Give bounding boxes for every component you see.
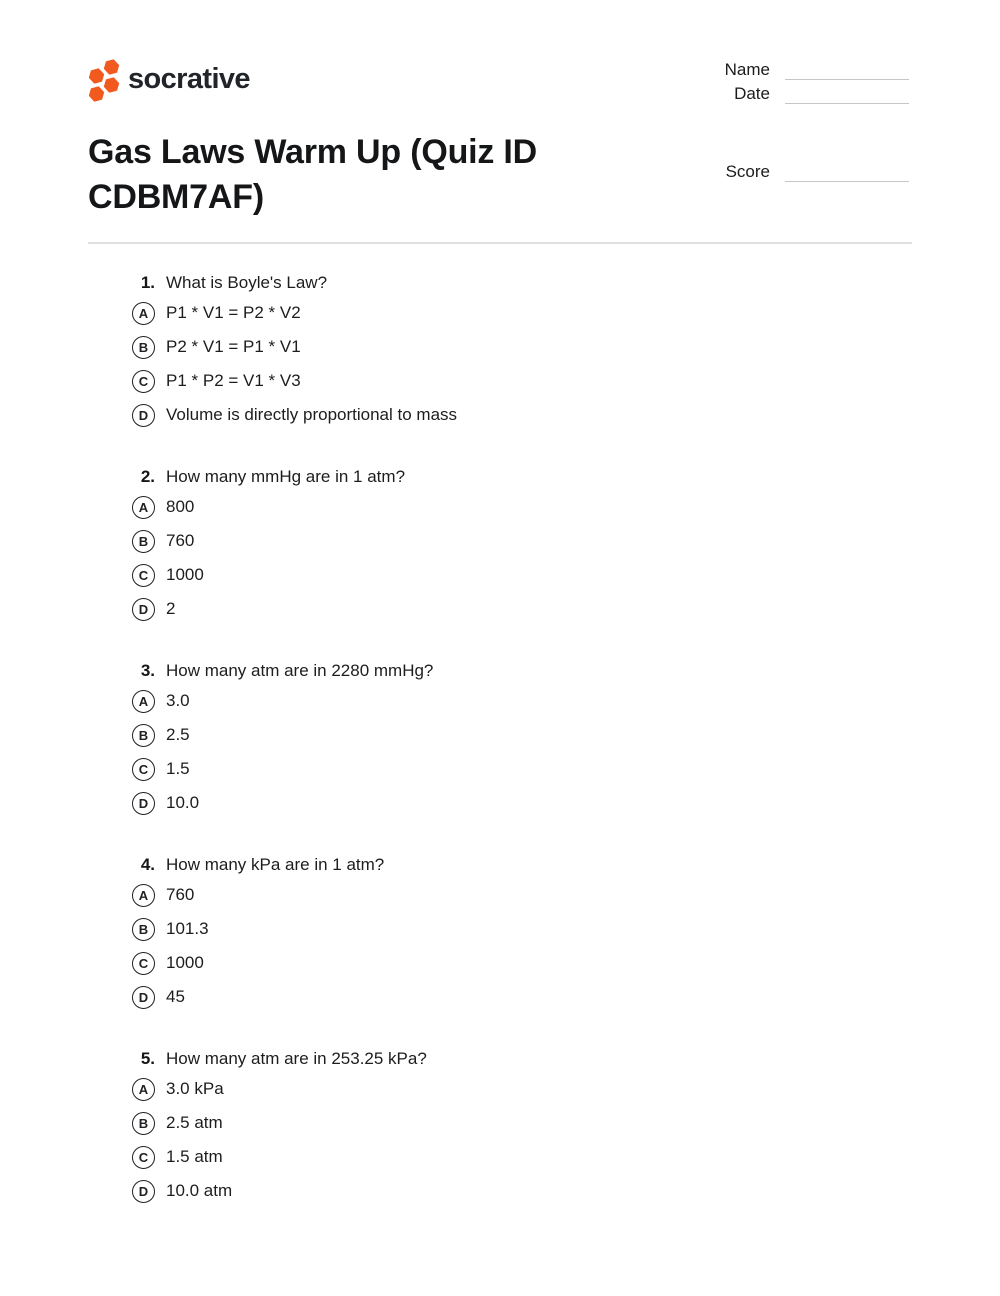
- option-row: [132, 916, 912, 942]
- option-row: [132, 334, 912, 360]
- option-row: [132, 984, 912, 1010]
- option-bubble[interactable]: [132, 598, 155, 621]
- option-letter: B: [138, 1115, 149, 1131]
- question-block: [88, 854, 912, 1010]
- option-letter: C: [138, 373, 149, 389]
- question-block: [88, 466, 912, 622]
- option-letter: A: [138, 499, 149, 515]
- option-letter: B: [138, 727, 149, 743]
- option-row: [132, 300, 912, 326]
- score-blank-line[interactable]: [785, 164, 909, 182]
- question-text: How many atm are in 253.25 kPa?: [166, 1049, 427, 1068]
- question-text: How many mmHg are in 1 atm?: [166, 467, 406, 486]
- header-divider: [88, 242, 912, 244]
- option-row: [132, 950, 912, 976]
- option-row: [132, 722, 912, 748]
- option-text: 101.3: [166, 919, 209, 938]
- option-text: 800: [166, 497, 195, 516]
- question-title-row: [88, 1048, 912, 1070]
- hexagon-icon: [87, 84, 106, 104]
- option-bubble[interactable]: [132, 1180, 155, 1203]
- option-text: 1000: [166, 565, 204, 584]
- option-letter: D: [138, 989, 149, 1005]
- option-bubble[interactable]: [132, 792, 155, 815]
- option-letter: A: [138, 693, 149, 709]
- option-text: P1 * P2 = V1 * V3: [166, 371, 301, 390]
- option-text: 760: [166, 531, 195, 550]
- option-row: [132, 882, 912, 908]
- option-row: [132, 528, 912, 554]
- option-row: [132, 756, 912, 782]
- name-label: Name: [724, 60, 770, 79]
- hexagon-icon: [87, 66, 106, 86]
- option-row: [132, 1178, 912, 1204]
- option-text: 1000: [166, 953, 204, 972]
- question-number: 1.: [140, 273, 155, 292]
- option-bubble[interactable]: [132, 1078, 155, 1101]
- page-title: Gas Laws Warm Up (Quiz ID CDBM7AF): [88, 133, 538, 216]
- option-bubble[interactable]: [132, 884, 155, 907]
- score-field-row: [700, 162, 909, 182]
- option-row: [132, 1076, 912, 1102]
- question-block: [88, 660, 912, 816]
- date-field-row: [700, 84, 909, 104]
- option-letter: A: [138, 887, 149, 903]
- question-title-row: [88, 466, 912, 488]
- option-text: 3.0 kPa: [166, 1079, 224, 1098]
- hexagon-icon: [102, 75, 121, 95]
- option-letter: C: [138, 761, 149, 777]
- option-row: [132, 596, 912, 622]
- question-text: How many atm are in 2280 mmHg?: [166, 661, 434, 680]
- name-blank-line[interactable]: [785, 62, 909, 80]
- option-bubble[interactable]: [132, 690, 155, 713]
- question-block: [88, 272, 912, 428]
- option-text: 10.0 atm: [166, 1181, 233, 1200]
- brand-logo: [88, 58, 268, 102]
- option-bubble[interactable]: [132, 952, 155, 975]
- question-title-row: [88, 660, 912, 682]
- option-row: [132, 1144, 912, 1170]
- option-row: [132, 688, 912, 714]
- option-letter: C: [138, 1149, 149, 1165]
- option-list: [88, 494, 912, 622]
- question-text: How many kPa are in 1 atm?: [166, 855, 385, 874]
- option-letter: A: [138, 1081, 149, 1097]
- option-bubble[interactable]: [132, 496, 155, 519]
- option-bubble[interactable]: [132, 302, 155, 325]
- option-list: [88, 300, 912, 428]
- option-bubble[interactable]: [132, 758, 155, 781]
- option-row: [132, 1110, 912, 1136]
- question-title-row: [88, 272, 912, 294]
- option-row: [132, 562, 912, 588]
- option-bubble[interactable]: [132, 530, 155, 553]
- option-letter: D: [138, 1183, 149, 1199]
- option-letter: C: [138, 567, 149, 583]
- score-label: Score: [725, 162, 770, 181]
- option-bubble[interactable]: [132, 564, 155, 587]
- question-number: 3.: [140, 661, 155, 680]
- option-letter: B: [138, 921, 149, 937]
- option-text: 3.0: [166, 691, 190, 710]
- option-text: 45: [166, 987, 185, 1006]
- question-block: [88, 1048, 912, 1204]
- option-text: Volume is directly proportional to mass: [166, 405, 458, 424]
- date-blank-line[interactable]: [785, 86, 909, 104]
- question-text: What is Boyle's Law?: [166, 273, 328, 292]
- option-bubble[interactable]: [132, 986, 155, 1009]
- question-list: [88, 272, 912, 1242]
- hexagon-icon: [102, 57, 121, 77]
- option-row: [132, 402, 912, 428]
- date-label: Date: [734, 84, 770, 103]
- option-list: [88, 882, 912, 1010]
- option-letter: B: [138, 339, 149, 355]
- question-title-row: [88, 854, 912, 876]
- option-bubble[interactable]: [132, 404, 155, 427]
- option-letter: D: [138, 407, 149, 423]
- option-text: 2.5 atm: [166, 1113, 223, 1132]
- option-text: 1.5: [166, 759, 190, 778]
- option-row: [132, 368, 912, 394]
- question-number: 5.: [140, 1049, 155, 1068]
- name-field-row: [700, 60, 909, 80]
- option-text: 2: [166, 599, 176, 618]
- option-letter: B: [138, 533, 149, 549]
- option-text: 10.0: [166, 793, 200, 812]
- option-letter: D: [138, 601, 149, 617]
- brand-wordmark: socrative: [128, 63, 250, 95]
- option-bubble[interactable]: [132, 370, 155, 393]
- question-number: 4.: [140, 855, 155, 874]
- option-text: P1 * V1 = P2 * V2: [166, 303, 301, 322]
- option-letter: A: [138, 305, 149, 321]
- option-bubble[interactable]: [132, 1112, 155, 1135]
- option-text: P2 * V1 = P1 * V1: [166, 337, 301, 356]
- option-text: 760: [166, 885, 195, 904]
- option-bubble[interactable]: [132, 918, 155, 941]
- option-letter: C: [138, 955, 149, 971]
- question-number: 2.: [140, 467, 155, 486]
- option-bubble[interactable]: [132, 336, 155, 359]
- option-row: [132, 790, 912, 816]
- option-list: [88, 1076, 912, 1204]
- option-bubble[interactable]: [132, 1146, 155, 1169]
- option-bubble[interactable]: [132, 724, 155, 747]
- option-text: 1.5 atm: [166, 1147, 223, 1166]
- option-letter: D: [138, 795, 149, 811]
- option-row: [132, 494, 912, 520]
- option-text: 2.5: [166, 725, 190, 744]
- hexagon-cluster-icon: [88, 58, 128, 102]
- option-list: [88, 688, 912, 816]
